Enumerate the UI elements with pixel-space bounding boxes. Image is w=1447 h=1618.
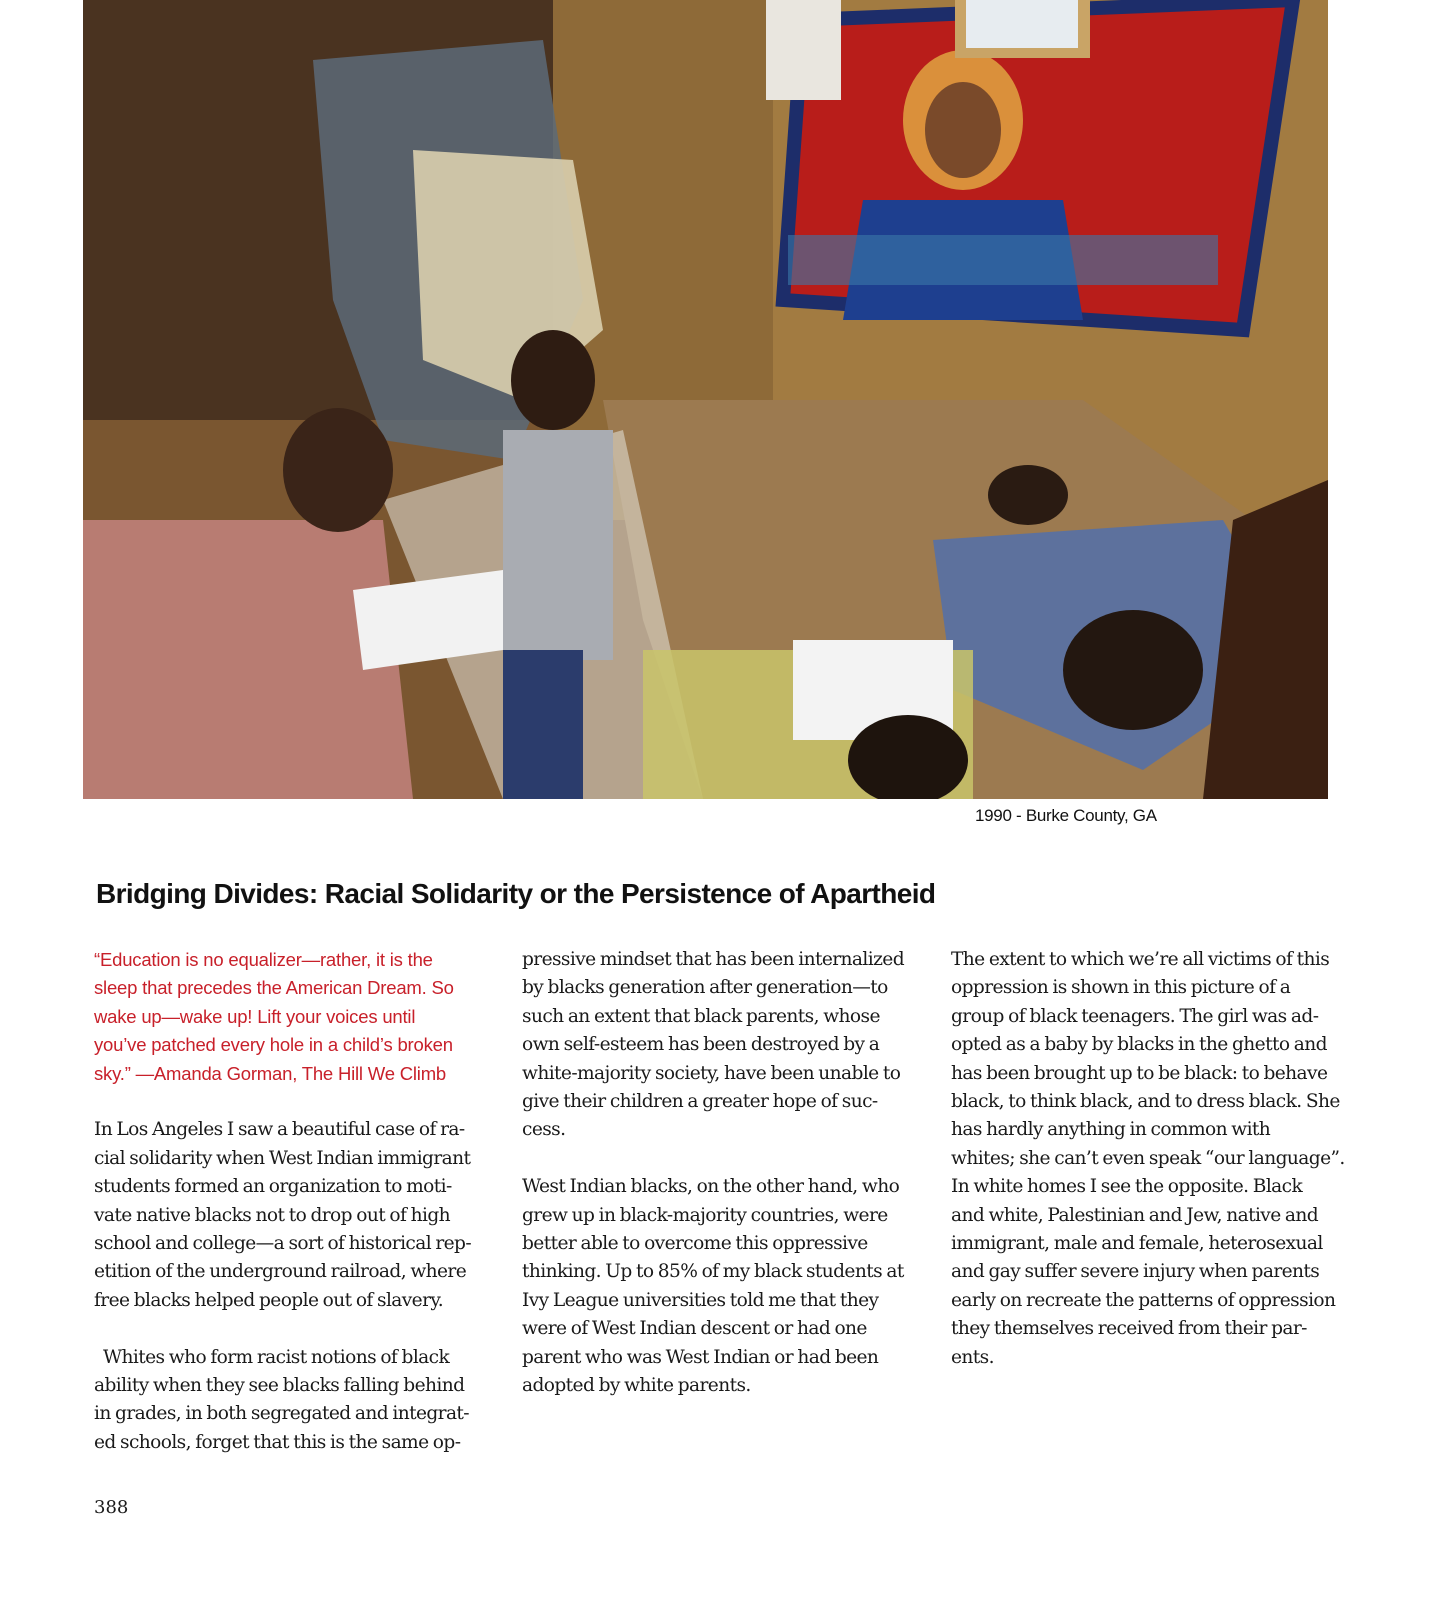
- body-paragraph: [951, 946, 1363, 1372]
- text-line: in grades, in both segregated and integrat-: [94, 1403, 469, 1425]
- text-line: ability when they see blacks falling behind: [94, 1375, 465, 1397]
- text-column-1: [94, 946, 499, 1457]
- photo-illustration: [83, 0, 1328, 799]
- text-line: West Indian blacks, on the other hand, who: [522, 1176, 900, 1198]
- text-line: free blacks helped people out of slavery.: [94, 1289, 444, 1311]
- text-line: by blacks generation after generation—to: [522, 977, 888, 999]
- text-line: better able to overcome this oppressive: [522, 1233, 868, 1255]
- photo: [83, 0, 1328, 799]
- text-line: opted as a baby by blacks in the ghetto and: [951, 1034, 1327, 1056]
- text-line: own self-esteem has been destroyed by a: [522, 1034, 880, 1056]
- text-line: school and college—a sort of historical rep-: [94, 1233, 472, 1255]
- text-line: black, to think black, and to dress black. She: [951, 1091, 1340, 1113]
- text-line: ents.: [951, 1346, 994, 1368]
- text-line: In Los Angeles I saw a beautiful case of ra-: [94, 1119, 465, 1141]
- text-line: ed schools, forget that this is the same op-: [94, 1431, 461, 1453]
- body-paragraph: [522, 946, 927, 1145]
- photo-caption: 1990 - Burke County, GA: [975, 806, 1157, 825]
- text-line: and white, Palestinian and Jew, native and: [951, 1204, 1319, 1226]
- text-line: Ivy League universities told me that they: [522, 1289, 879, 1311]
- text-line: cial solidarity when West Indian immigrant: [94, 1147, 471, 1169]
- page-number: 388: [94, 1497, 129, 1518]
- text-line: thinking. Up to 85% of my black students at: [522, 1261, 904, 1283]
- text-line: parent who was West Indian or had been: [522, 1346, 879, 1368]
- text-line: has been brought up to be black: to behave: [951, 1062, 1328, 1084]
- text-column-2: [522, 946, 927, 1400]
- text-line: immigrant, male and female, heterosexual: [951, 1233, 1323, 1255]
- body-paragraph: [94, 1116, 499, 1315]
- body-paragraph: [522, 1173, 927, 1400]
- quote-line: sleep that precedes the American Dream. So: [94, 977, 454, 999]
- text-line: grew up in black-majority countries, were: [522, 1204, 888, 1226]
- text-line: students formed an organization to moti-: [94, 1176, 452, 1198]
- text-line: such an extent that black parents, whose: [522, 1005, 880, 1027]
- body-paragraph: [94, 1344, 499, 1458]
- text-line: pressive mindset that has been internalized: [522, 949, 904, 970]
- text-line: oppression is shown in this picture of a: [951, 977, 1291, 999]
- text-line: they themselves received from their par-: [951, 1318, 1307, 1340]
- quote-line: sky.” —Amanda Gorman, The Hill We Climb: [94, 1062, 447, 1084]
- quote-line: wake up—wake up! Lift your voices until: [94, 1005, 416, 1027]
- article-heading: Bridging Divides: Racial Solidarity or the Persistence of Apartheid: [96, 878, 936, 909]
- text-line: The extent to which we’re all victims of this: [951, 949, 1330, 970]
- text-line: were of West Indian descent or had one: [522, 1318, 867, 1340]
- quote-line: “Education is no equalizer—rather, it is the: [94, 949, 433, 970]
- text-line: vate native blacks not to drop out of high: [94, 1204, 451, 1226]
- text-line: group of black teenagers. The girl was ad-: [951, 1005, 1319, 1027]
- text-line: early on recreate the patterns of oppression: [951, 1289, 1336, 1311]
- text-line: whites; she can’t even speak “our language”.: [951, 1147, 1345, 1169]
- text-line: give their children a greater hope of suc-: [522, 1091, 878, 1113]
- text-line: Whites who form racist notions of black: [103, 1346, 450, 1368]
- quote-line: you’ve patched every hole in a child’s broken: [94, 1034, 453, 1056]
- text-line: has hardly anything in common with: [951, 1119, 1271, 1141]
- pull-quote: [94, 946, 499, 1088]
- text-line: white-majority society, have been unable to: [522, 1062, 901, 1084]
- text-line: etition of the underground railroad, where: [94, 1261, 467, 1283]
- text-line: In white homes I see the opposite. Black: [951, 1176, 1303, 1198]
- text-column-3: [951, 946, 1363, 1372]
- text-line: cess.: [522, 1119, 566, 1141]
- text-line: and gay suffer severe injury when parents: [951, 1261, 1320, 1283]
- text-line: adopted by white parents.: [522, 1375, 751, 1397]
